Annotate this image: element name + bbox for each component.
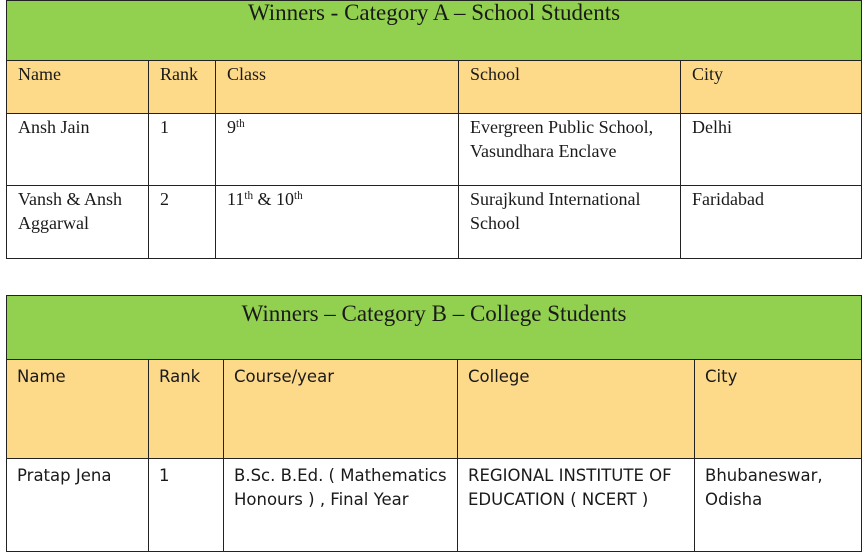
class-suffix: th: [294, 189, 303, 202]
rank-cell: 1: [149, 114, 216, 186]
category-b-table: [6, 295, 862, 552]
name-cell: Pratap Jena: [7, 459, 149, 552]
class-value: 11: [227, 189, 245, 209]
rank-cell: 2: [149, 186, 216, 259]
city-cell: Faridabad: [681, 186, 862, 259]
class-cell: [216, 114, 459, 186]
class-value: 9: [227, 117, 236, 137]
header-row: [7, 360, 862, 459]
table-title-row: [7, 296, 862, 360]
column-header-school: School: [459, 61, 681, 114]
name-cell: Vansh & Ansh Aggarwal: [7, 186, 149, 259]
city-cell: Delhi: [681, 114, 862, 186]
header-row: [7, 61, 862, 114]
school-cell: Evergreen Public School, Vasundhara Enclave: [459, 114, 681, 186]
table-row: [7, 459, 862, 552]
column-header-class: Class: [216, 61, 459, 114]
column-header-college: College: [458, 360, 695, 459]
class-value: 10: [276, 189, 295, 209]
school-cell: Surajkund International School: [459, 186, 681, 259]
college-cell: REGIONAL INSTITUTE OF EDUCATION ( NCERT ): [458, 459, 695, 552]
class-suffix: th: [244, 189, 254, 202]
class-suffix: th: [236, 117, 245, 130]
name-cell: Ansh Jain: [7, 114, 149, 186]
table-row: [7, 114, 862, 186]
rank-cell: 1: [149, 459, 224, 552]
column-header-name: Name: [7, 360, 149, 459]
category-a-table: [6, 0, 862, 259]
table-title: Winners – Category B – College Students: [7, 296, 862, 360]
table-title: Winners - Category A – School Students: [7, 1, 862, 61]
city-cell: Bhubaneswar, Odisha: [695, 459, 862, 552]
column-header-city: City: [681, 61, 862, 114]
table-title-row: [7, 1, 862, 61]
course-cell: B.Sc. B.Ed. ( Mathematics Honours ) , Final Year: [224, 459, 458, 552]
column-header-rank: Rank: [149, 61, 216, 114]
column-header-rank: Rank: [149, 360, 224, 459]
column-header-course: Course/year: [224, 360, 458, 459]
class-cell: [216, 186, 459, 259]
class-separator: &: [253, 189, 277, 209]
table-row: [7, 186, 862, 259]
column-header-name: Name: [7, 61, 149, 114]
column-header-city: City: [695, 360, 862, 459]
